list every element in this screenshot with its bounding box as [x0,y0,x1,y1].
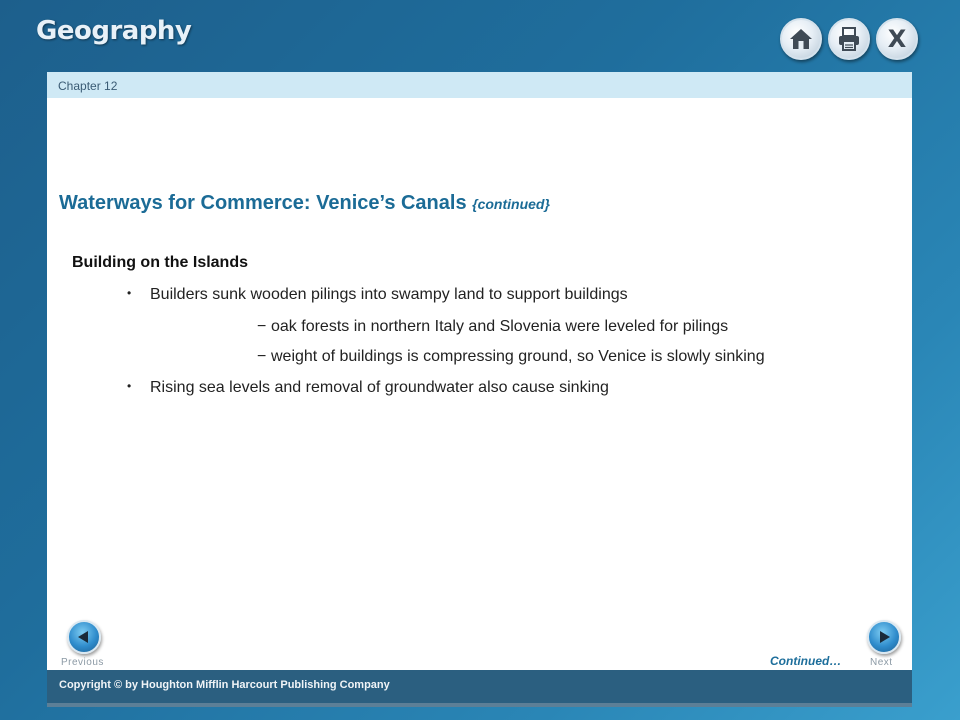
footer-bar [47,670,912,707]
bullet-glyph: • [127,379,132,393]
printer-icon [837,27,861,51]
slide-title-continued: {continued} [472,196,550,212]
app-title: Geography [36,16,192,46]
next-button[interactable] [867,620,901,654]
previous-button[interactable] [67,620,101,654]
chapter-bar [47,72,912,98]
section-heading: Building on the Islands [72,254,248,271]
dash-glyph: − [257,348,267,365]
sub-bullet-item [257,348,765,366]
continued-label: Continued… [770,654,842,668]
bullet-item [127,286,628,304]
sub-bullet-text: oak forests in northern Italy and Slovenia were leveled for pilings [271,318,729,335]
slide-title-text: Waterways for Commerce: Venice’s Canals [59,192,467,214]
home-button[interactable] [780,18,822,60]
previous-label[interactable]: Previous [61,657,104,668]
bullet-text: Builders sunk wooden pilings into swampy land to support buildings [150,286,628,303]
copyright-text: Copyright © by Houghton Mifflin Harcourt Publishing Company [59,679,390,691]
slide-title [59,192,550,215]
dash-glyph: − [257,318,267,335]
home-icon [789,28,813,50]
arrow-left-icon [69,622,99,652]
bullet-text: Rising sea levels and removal of groundwater also cause sinking [150,379,609,396]
print-button[interactable] [828,18,870,60]
bullet-glyph: • [127,286,132,300]
content-panel [47,72,912,670]
chapter-label: Chapter 12 [58,79,118,93]
close-icon: X [887,25,907,53]
arrow-right-icon [869,622,899,652]
next-label[interactable]: Next [870,657,893,668]
sub-bullet-text: weight of buildings is compressing ground, so Venice is slowly sinking [271,348,765,365]
close-button[interactable] [876,18,918,60]
bullet-item [127,379,609,397]
sub-bullet-item [257,318,728,336]
